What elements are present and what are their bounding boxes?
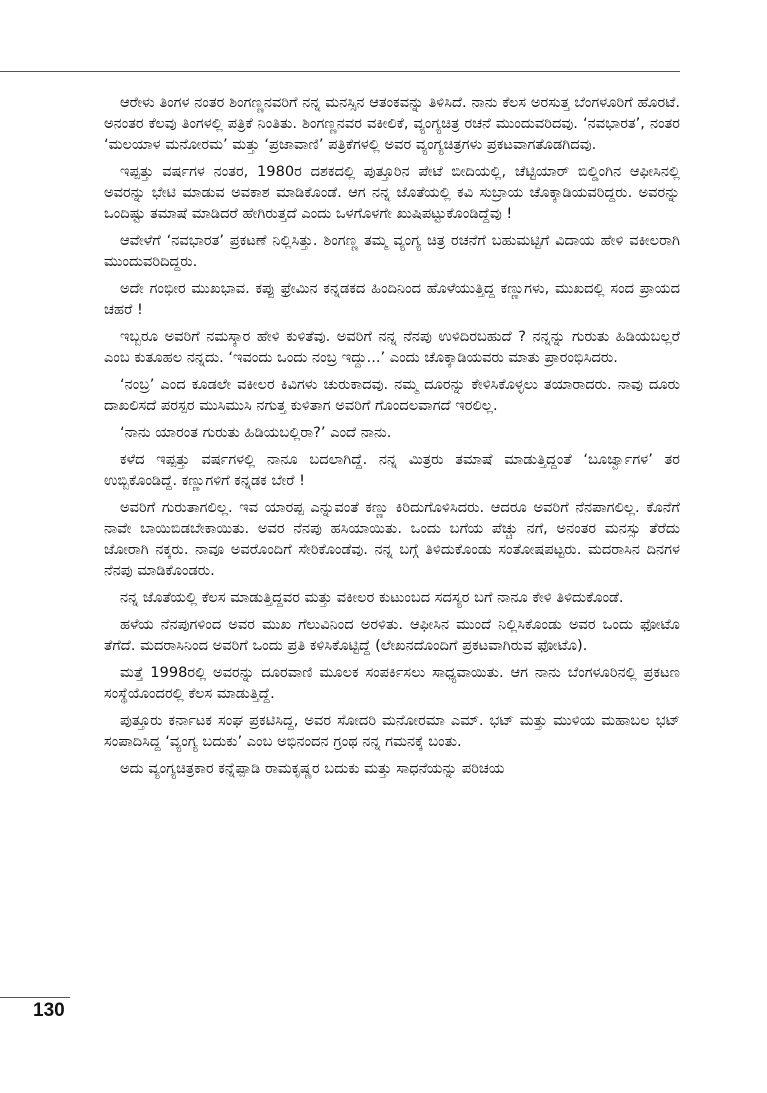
- paragraph-7: ‘ನಾನು ಯಾರಂತ ಗುರುತು ಹಿಡಿಯಬಲ್ಲಿರಾ?’ ಎಂದೆ ನಾನು.: [120, 424, 392, 441]
- paragraph-10: ನನ್ನ ಜೊತೆಯಲ್ಲಿ ಕೆಲಸ ಮಾಡುತ್ತಿದ್ದವರ ಮತ್ತು ವಕೀಲರ ಕುಟುಂಬದ ಸದಸ್ಯರ ಬಗೆ ನಾನೂ ಕೇಳಿ ತಿಳಿದುಕೊಂಡೆ.: [120, 589, 624, 606]
- paragraph-9: ಅವರಿಗೆ ಗುರುತಾಗಲಿಲ್ಲ. ಇವ ಯಾರಪ್ಪ ಎನ್ನುವಂತೆ ಕಣ್ಣು ಕಿರಿದುಗೊಳಿಸಿದರು. ಆದರೂ ಅವರಿಗೆ ನೆನಪಾಗಲಿಲ್ಲ. ಕೊನೆಗೆ ನಾವೇ ಬಾಯಿಬಿಡಬೇಕಾಯಿತು. ಅವರ ನೆನಪು ಹಸಿಯಾಯಿತು. ಒಂದು ಬಗೆಯ ಪೆಚ್ಚು ನಗೆ, ಅನಂತರ ಮನಸ್ಸು ತೆರೆದು ಜೋರಾಗಿ ನಕ್ಕರು. ನಾವೂ ಅವರೊಂದಿಗೆ ಸೇರಿಕೊಂಡೆವು. ನನ್ನ ಬಗ್ಗೆ ತಿಳಿದುಕೊಂಡು ಸಂತೋಷಪಟ್ಟರು. ಮದರಾಸಿನ ದಿನಗಳ ನೆನಪು ಮಾಡಿಕೊಂಡರು.: [104, 499, 680, 579]
- paragraph-12: ಮತ್ತೆ 1998ರಲ್ಲಿ ಅವರನ್ನು ದೂರವಾಣಿ ಮೂಲಕ ಸಂಪರ್ಕಿಸಲು ಸಾಧ್ಯವಾಯಿತು. ಆಗ ನಾನು ಬೆಂಗಳೂರಿನಲ್ಲಿ ಪ್ರಕಟಣ ಸಂಸ್ಥೆಯೊಂದರಲ್ಲಿ ಕೆಲಸ ಮಾಡುತ್ತಿದ್ದೆ.: [104, 664, 680, 702]
- paragraph-8: ಕಳೆದ ಇಪ್ಪತ್ತು ವರ್ಷಗಳಲ್ಲಿ ನಾನೂ ಬದಲಾಗಿದ್ದೆ. ನನ್ನ ಮಿತ್ರರು ತಮಾಷೆ ಮಾಡುತ್ತಿದ್ದಂತೆ ‘ಬೂರ್ಜ್ವಾಗಳ’ ತರ ಉಬ್ಬಿಕೊಂಡಿದ್ದೆ. ಕಣ್ಣುಗಳಿಗೆ ಕನ್ನಡಕ ಬೇರೆ !: [104, 451, 680, 489]
- paragraph-4: ಅದೇ ಗಂಭೀರ ಮುಖಭಾವ. ಕಪ್ಪು ಫ್ರೇಮಿನ ಕನ್ನಡಕದ ಹಿಂದಿನಿಂದ ಹೊಳೆಯುತ್ತಿದ್ದ ಕಣ್ಣುಗಳು, ಮುಖದಲ್ಲಿ ಸಂದ ಪ್ರಾಯದ ಚಹರೆ !: [104, 280, 680, 318]
- paragraph-3: ಆವೇಳೆಗೆ ‘ನವಭಾರತ’ ಪ್ರಕಟಣೆ ನಿಲ್ಲಿಸಿತ್ತು. ಶಿಂಗಣ್ಣ ತಮ್ಮ ವ್ಯಂಗ್ಯ ಚಿತ್ರ ರಚನೆಗೆ ಬಹುಮಟ್ಟಿಗೆ ವಿದಾಯ ಹೇಳಿ ವಕೀಲರಾಗಿ ಮುಂದುವರಿದಿದ್ದರು.: [104, 232, 680, 270]
- paragraph-5: ಇಬ್ಬರೂ ಅವರಿಗೆ ನಮಸ್ಕಾರ ಹೇಳಿ ಕುಳಿತೆವು. ಅವರಿಗೆ ನನ್ನ ನೆನಪು ಉಳಿದಿರಬಹುದೆ ? ನನ್ನನ್ನು ಗುರುತು ಹಿಡಿಯಬಲ್ಲರೆ ಎಂಬ ಕುತೂಹಲ ನನ್ನದು. ‘ಇವಂದು ಒಂದು ನಂಬ್ರ ಇದ್ದು...’ ಎಂದು ಚೊಕ್ಕಾಡಿಯವರು ಮಾತು ಪ್ರಾರಂಭಿಸಿದರು.: [104, 328, 680, 366]
- paragraph-14: ಅದು ವ್ಯಂಗ್ಯಚಿತ್ರಕಾರ ಕನ್ನೆಪ್ಪಾಡಿ ರಾಮಕೃಷ್ಣರ ಬದುಕು ಮತ್ತು ಸಾಧನೆಯನ್ನು ಪರಿಚಯ: [120, 760, 505, 777]
- footer-rule: [0, 997, 70, 998]
- paragraph-1: ಆರೇಳು ತಿಂಗಳ ನಂತರ ಶಿಂಗಣ್ಣನವರಿಗೆ ನನ್ನ ಮನಸ್ಸಿನ ಆತಂಕವನ್ನು ತಿಳಿಸಿದೆ. ನಾನು ಕೆಲಸ ಅರಸುತ್ತ ಬೆಂಗಳೂರಿಗೆ ಹೊರಟೆ. ಅನಂತರ ಕೆಲವು ತಿಂಗಳಲ್ಲಿ ಪತ್ರಿಕೆ ನಿಂತಿತು. ಶಿಂಗಣ್ಣನವರ ವಕೀಲಿಕೆ, ವ್ಯಂಗ್ಯಚಿತ್ರ ರಚನೆ ಮುಂದುವರಿದವು. ‘ನವಭಾರತ’, ನಂತರ ‘ಮಲಯಾಳ ಮನೋರಮ’ ಮತ್ತು ‘ಪ್ರಜಾವಾಣಿ’ ಪತ್ರಿಕೆಗಳಲ್ಲಿ ಅವರ ವ್ಯಂಗ್ಯಚಿತ್ರಗಳು ಪ್ರಕಟವಾಗತೊಡಗಿದವು.: [104, 94, 680, 153]
- article-body: [104, 92, 680, 785]
- paragraph-2: ಇಪ್ಪತ್ತು ವರ್ಷಗಳ ನಂತರ, 1980ರ ದಶಕದಲ್ಲಿ ಪುತ್ತೂರಿನ ಪೇಟೆ ಬೀದಿಯಲ್ಲಿ, ಚೆಟ್ಟಿಯಾರ್ ಬಿಲ್ಡಿಂಗಿನ ಆಫೀಸಿನಲ್ಲಿ ಅವರನ್ನು ಭೇಟಿ ಮಾಡುವ ಅವಕಾಶ ಮಾಡಿಕೊಂಡೆ. ಆಗ ನನ್ನ ಜೊತೆಯಲ್ಲಿ ಕವಿ ಸುಬ್ರಾಯ ಚೊಕ್ಕಾಡಿಯವರಿದ್ದರು. ಅವರನ್ನು ಒಂದಿಷ್ಟು ತಮಾಷೆ ಮಾಡಿದರೆ ಹೇಗಿರುತ್ತದೆ ಎಂದು ಒಳಗೊಳಗೇ ಖುಷಿಪಟ್ಟುಕೊಂಡಿದ್ದೆವು !: [104, 163, 680, 222]
- header-rule: [0, 71, 680, 72]
- paragraph-11: ಹಳೆಯ ನೆನಪುಗಳಿಂದ ಅವರ ಮುಖ ಗೆಲುವಿನಿಂದ ಅರಳಿತು. ಆಫೀಸಿನ ಮುಂದೆ ನಿಲ್ಲಿಸಿಕೊಂಡು ಅವರ ಒಂದು ಫೋಟೊ ತೆಗೆದೆ. ಮದರಾಸಿನಿಂದ ಅವರಿಗೆ ಒಂದು ಪ್ರತಿ ಕಳಿಸಿಕೊಟ್ಟಿದ್ದೆ (ಲೇಖನದೊಂದಿಗೆ ಪ್ರಕಟವಾಗಿರುವ ಫೋಟೊ).: [104, 616, 680, 654]
- paragraph-6: ‘ನಂಬ್ರ’ ಎಂದ ಕೂಡಲೇ ವಕೀಲರ ಕಿವಿಗಳು ಚುರುಕಾದವು. ನಮ್ಮ ದೂರನ್ನು ಕೇಳಿಸಿಕೊಳ್ಳಲು ತಯಾರಾದರು. ನಾವು ದೂರು ದಾಖಲಿಸದೆ ಪರಸ್ಪರ ಮುಸಿಮುಸಿ ನಗುತ್ತ ಕುಳಿತಾಗ ಅವರಿಗೆ ಗೊಂದಲವಾಗದೆ ಇರಲಿಲ್ಲ.: [104, 376, 680, 414]
- paragraph-13: ಪುತ್ತೂರು ಕರ್ನಾಟಕ ಸಂಘ ಪ್ರಕಟಿಸಿದ್ದ, ಅವರ ಸೋದರಿ ಮನೋರಮಾ ಎಮ್. ಭಟ್ ಮತ್ತು ಮುಳಿಯ ಮಹಾಬಲ ಭಟ್ ಸಂಪಾದಿಸಿದ್ದ ‘ವ್ಯಂಗ್ಯ ಬದುಕು’ ಎಂಬ ಅಭಿನಂದನ ಗ್ರಂಥ ನನ್ನ ಗಮನಕ್ಕೆ ಬಂತು.: [104, 712, 680, 750]
- page-number: 130: [33, 1000, 65, 1021]
